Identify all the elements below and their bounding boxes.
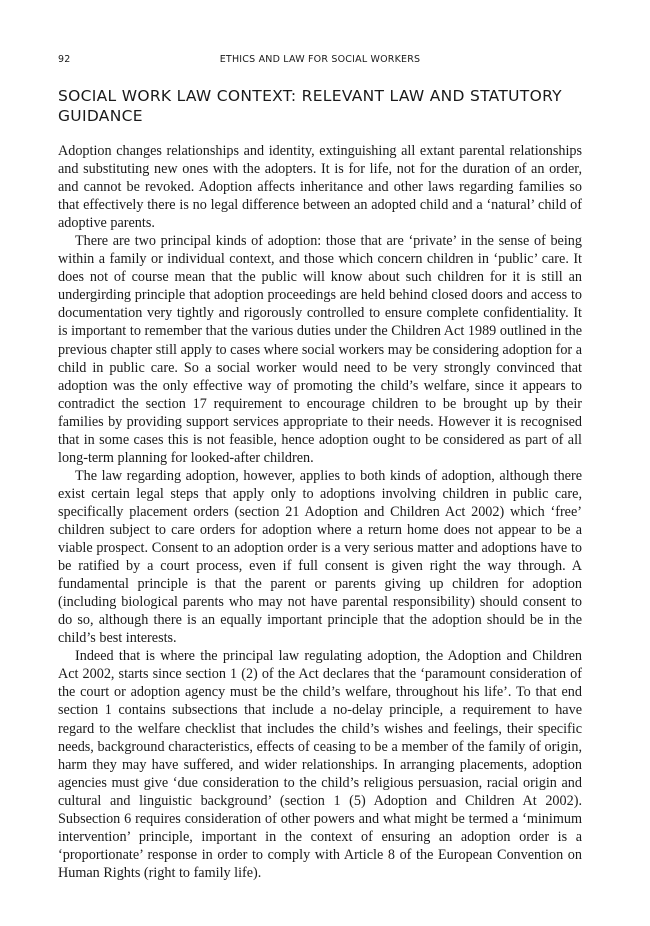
paragraph: Indeed that is where the principal law regulating adoption, the Adoption and Children Act 2002, starts since section 1 (2) of the Act declares that the ‘paramount consideration of the court or adoption agency must be the child’s welfare, throughout his life’. To that end section 1 contains subsections that include a no-delay principle, a requirement to have regard to the welfare checklist that includes the child’s wishes and feelings, their specific needs, background characteristics, effects of ceasing to be a member of the family of origin, harm they may have suffered, and wider relationships. In arranging placements, adoption agencies must give ‘due consideration to the child’s religious persuasion, racial origin and cultural and linguistic background’ (section 1 (5) Adoption and Children At 2002). Subsection 6 requires consideration of other powers and what might be termed a ‘minimum intervention’ principle, important in the context of ensuring an adoption order is a ‘proportionate’ response in order to comply with Article 8 of the European Convention on Human Rights (right to family life). — [58, 648, 582, 881]
body-text — [58, 142, 582, 882]
running-title: ETHICS AND LAW FOR SOCIAL WORKERS — [219, 54, 421, 65]
paragraph: The law regarding adoption, however, applies to both kinds of adoption, although there exist certain legal steps that apply only to adoptions involving children in public care, specifically placement orders (section 21 Adoption and Children Act 2002) which ‘free’ children subject to care orders for adoption where a return home does not appear to be a viable prospect. Consent to an adoption order is a very serious matter and adoptions have to be ratified by a court process, even if full consent is given right the way through. A fundamental principle is that the parent or parents giving up children for adoption (including biological parents who may not have parental responsibility) should consent to do so, although there is an equally important principle that the adoption should be in the child’s best interests. — [58, 467, 582, 647]
page-number: 92 — [58, 54, 71, 65]
running-header — [58, 54, 582, 68]
paragraph: There are two principal kinds of adoption: those that are ‘private’ in the sense of being within a family or individual context, and those which concern children in ‘public’ care. It does not of course mean that the public will know about such children for it is still an undergirding principle that adoption proceedings are held behind closed doors and access to documentation very tightly and rigorously controlled to ensure complete confidentiality. It is important to remember that the various duties under the Children Act 1989 outlined in the previous chapter still apply to cases where social workers may be considering adoption for a child in public care. So a social worker would need to be very strongly convinced that adoption was the only effective way of promoting the child’s welfare, since it appears to contradict the section 17 requirement to encourage children to be brought up by their families by providing support services appropriate to their needs. However it is recognised that in some cases this is not feasible, hence adoption ought to be considered as part of all long-term planning for looked-after children. — [58, 233, 582, 466]
section-heading: SOCIAL WORK LAW CONTEXT: RELEVANT LAW AND STATUTORY GUIDANCE — [58, 87, 562, 125]
paragraph: Adoption changes relationships and identity, extinguishing all extant parental relationships and substituting new ones with the adopters. It is for life, not for the duration of an order, and cannot be revoked. Adoption affects inheritance and other laws regarding families so that effectively there is no legal difference between an adopted child and a ‘natural’ child of adoptive parents. — [58, 143, 582, 232]
